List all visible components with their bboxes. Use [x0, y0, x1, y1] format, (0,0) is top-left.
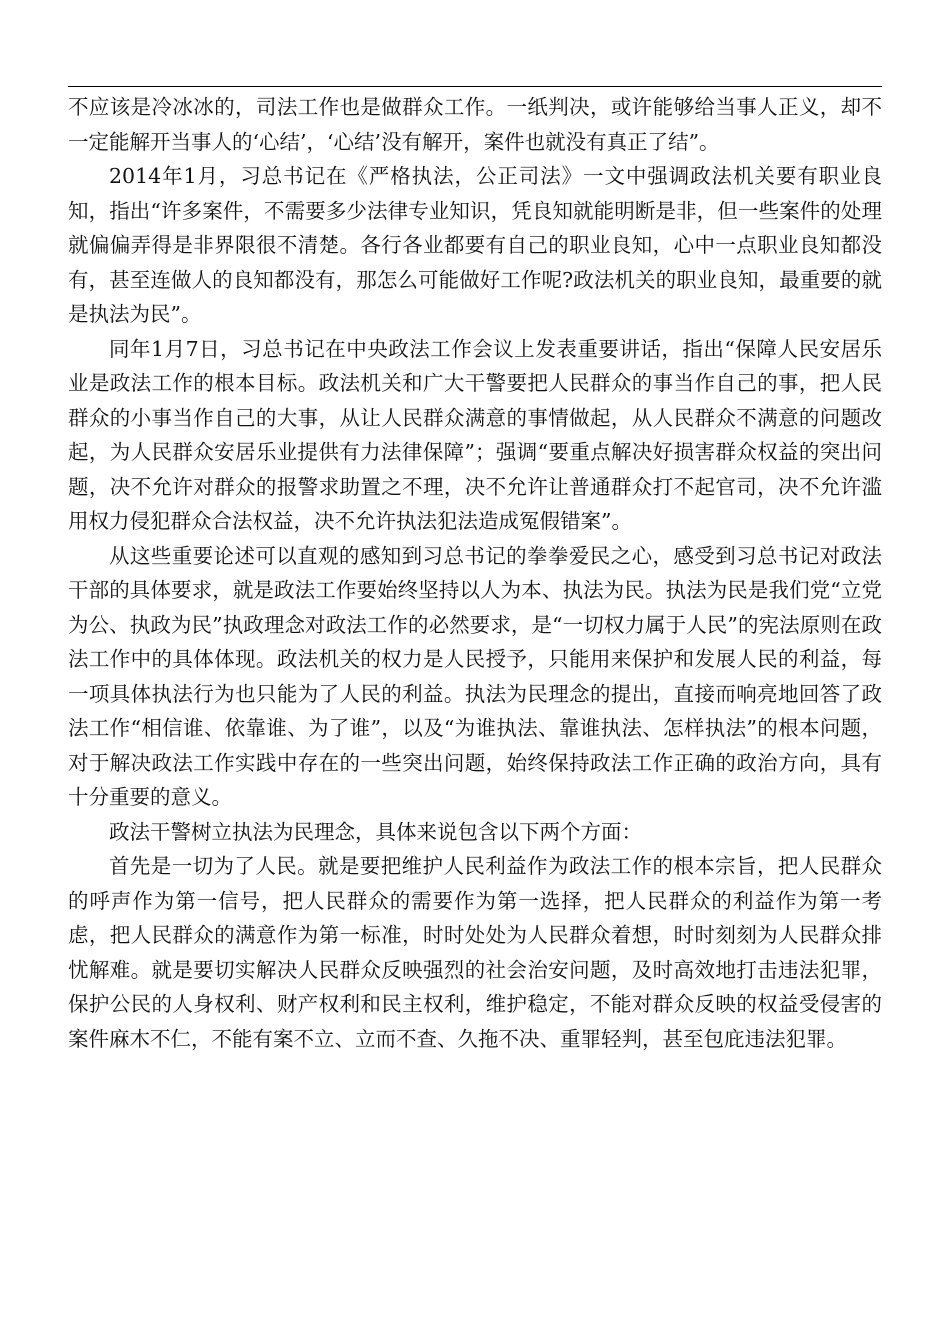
paragraph-5: 政法干警树立执法为民理念，具体来说包含以下两个方面：	[109, 819, 642, 844]
paragraph-4: 从这些重要论述可以直观的感知到习总书记的拳拳爱民之心，感受到习总书记对政法干部的具体要求，就是政法工作要始终坚持以人为本、执法为民。执法为民是我们党“立党为公、执政为民”执政理念对政法工作的必然要求，是“一切权力属于人民”的宪法原则在政法工作中的具体体现。政法机关的权力是人民授予，只能用来保护和发展人民的利益，每一项具体执法行为也只能为了人民的利益。执法为民理念的提出，直接而响亮地回答了政法工作“相信谁、依靠谁、为了谁”，以及“为谁执法、靠谁执法、怎样执法”的根本问题，对于解决政法工作实践中存在的一些突出问题，始终保持政法工作正确的政治方向，具有十分重要的意义。	[68, 543, 882, 809]
paragraph-1: 不应该是冷冰冰的，司法工作也是做群众工作。一纸判决，或许能够给当事人正义，却不一定能解开当事人的‘心结’，‘心结’没有解开，案件也就没有真正了结”。	[68, 95, 882, 154]
paragraph-3: 同年1月7日，习总书记在中央政法工作会议上发表重要讲话，指出“保障人民安居乐业是政法工作的根本目标。政法机关和广大干警要把人民群众的事当作自己的事，把人民群众的小事当作自己的大事，从让人民群众满意的事情做起，从人民群众不满意的问题改起，为人民群众安居乐业提供有力法律保障”；强调“要重点解决好损害群众权益的突出问题，决不允许对群众的报警求助置之不理，决不允许让普通群众打不起官司，决不允许滥用权力侵犯群众合法权益，决不允许执法犯法造成冤假错案”。	[68, 336, 882, 533]
paragraph-2: 2014年1月，习总书记在《严格执法，公正司法》一文中强调政法机关要有职业良知，指出“许多案件，不需要多少法律专业知识，凭良知就能明断是非，但一些案件的处理就偏偏弄得是非界限很不清楚。各行各业都要有自己的职业良知，心中一点职业良知都没有，甚至连做人的良知都没有，那怎么可能做好工作呢?政法机关的职业良知，最重要的就是执法为民”。	[68, 164, 882, 326]
paragraph-6: 首先是一切为了人民。就是要把维护人民利益作为政法工作的根本宗旨，把人民群众的呼声作为第一信号，把人民群众的需要作为第一选择，把人民群众的利益作为第一考虑，把人民群众的满意作为第一标准，时时处处为人民群众着想，时时刻刻为人民群众排忧解难。就是要切实解决人民群众反映强烈的社会治安问题，及时高效地打击违法犯罪，保护公民的人身权利、财产权利和民主权利，维护稳定，不能对群众反映的权益受侵害的案件麻木不仁，不能有案不立、立而不查、久拖不决、重罪轻判，甚至包庇违法犯罪。	[68, 854, 882, 1051]
body-text	[68, 90, 882, 1056]
header-rule	[68, 86, 882, 87]
